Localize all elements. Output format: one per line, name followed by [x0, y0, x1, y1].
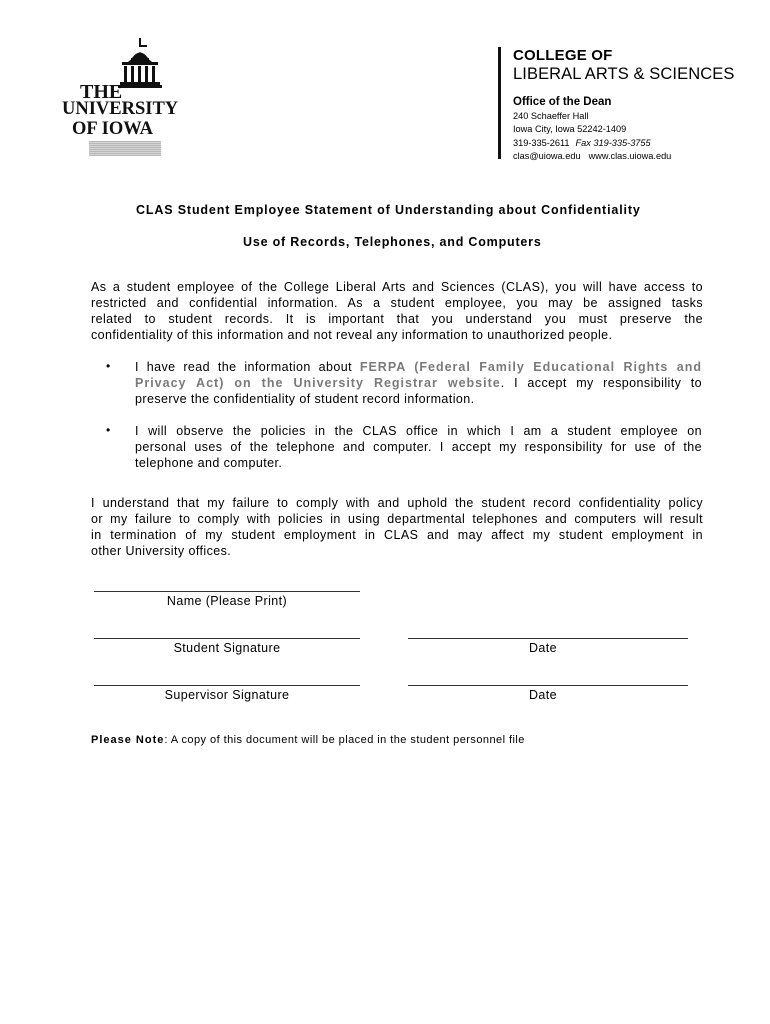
- intro-line: restricted and confidential information. As a student employee, you may be assigned tasks: [91, 296, 703, 310]
- address-line2: Iowa City, Iowa 52242-1409: [513, 124, 627, 135]
- bullet1-pre: I have read the information about: [135, 360, 360, 374]
- bullet-line: [135, 359, 702, 375]
- ferpa-link-part1[interactable]: FERPA (Federal Family Educational Rights and: [359, 360, 702, 374]
- closing-line: I understand that my failure to comply with and uphold the student record confidentiality policy: [91, 496, 703, 510]
- bullet-line: I will observe the policies in the CLAS office in which I am a student employee on: [135, 424, 702, 438]
- intro-line: related to student records. It is important that you understand you must preserve the: [91, 312, 703, 326]
- fax: Fax 319-335-3755: [575, 137, 651, 148]
- office-name: Office of the Dean: [513, 96, 612, 108]
- bullet-line: personal uses of the telephone and computer. I accept my responsibility for use of the: [135, 440, 702, 454]
- old-capitol-icon: [118, 38, 162, 88]
- student-date-label: Date: [528, 641, 557, 655]
- college-line1: COLLEGE OF: [513, 47, 613, 64]
- intro-line: confidentiality of this information and not reveal any information to unauthorized people.: [91, 328, 613, 342]
- university-logo: [62, 38, 179, 163]
- college-header: [513, 48, 734, 162]
- supervisor-date-label: Date: [528, 688, 557, 702]
- bullet-line: preserve the confidentiality of student record information.: [135, 392, 475, 406]
- ferpa-link-part2[interactable]: Privacy Act) on the University Registrar website: [135, 376, 501, 390]
- bullet-icon: •: [106, 423, 111, 437]
- bullet1-post: . I accept my responsibility to: [500, 376, 703, 390]
- bullet-line: telephone and computer.: [135, 456, 283, 470]
- logo-band: [89, 141, 161, 156]
- note-label: Please Note: [91, 734, 165, 746]
- closing-line: other University offices.: [91, 544, 232, 558]
- website-link[interactable]: www.clas.uiowa.edu: [588, 150, 672, 161]
- note-text: : A copy of this document will be placed in the student personnel file: [164, 734, 525, 746]
- student-signature-label: Student Signature: [173, 641, 281, 655]
- document-title: CLAS Student Employee Statement of Understanding about Confidentiality: [136, 203, 641, 217]
- intro-paragraph: [91, 279, 703, 343]
- bullet-line: [135, 375, 702, 391]
- phone-line: [513, 137, 734, 149]
- name-field-line[interactable]: [94, 591, 360, 592]
- contact-line: [513, 150, 734, 162]
- supervisor-signature-label: Supervisor Signature: [164, 688, 290, 702]
- please-note: [91, 734, 525, 746]
- supervisor-signature-line[interactable]: [94, 685, 360, 686]
- name-label: Name (Please Print): [166, 594, 288, 608]
- logo-line-university: UNIVERSITY: [62, 99, 179, 119]
- closing-paragraph: [91, 495, 703, 559]
- intro-line: As a student employee of the College Liberal Arts and Sciences (CLAS), you will have access to: [91, 280, 703, 294]
- student-date-line[interactable]: [408, 638, 688, 639]
- document-subtitle: Use of Records, Telephones, and Computers: [243, 235, 542, 249]
- header-divider: [498, 47, 501, 159]
- email-link[interactable]: clas@uiowa.edu: [513, 150, 581, 161]
- closing-line: in termination of my student employment in CLAS and may affect my student employment in: [91, 528, 703, 542]
- logo-line-of-iowa: OF IOWA: [72, 119, 154, 139]
- student-signature-line[interactable]: [94, 638, 360, 639]
- logo-line-the: THE: [80, 81, 123, 103]
- closing-line: or my failure to comply with policies in using departmental telephones and computers will result: [91, 512, 703, 526]
- address-line1: 240 Schaeffer Hall: [513, 111, 589, 121]
- college-line2: LIBERAL ARTS & SCIENCES: [513, 65, 735, 83]
- supervisor-date-line[interactable]: [408, 685, 688, 686]
- phone: 319-335-2611: [513, 137, 570, 148]
- bullet-icon: •: [106, 359, 111, 373]
